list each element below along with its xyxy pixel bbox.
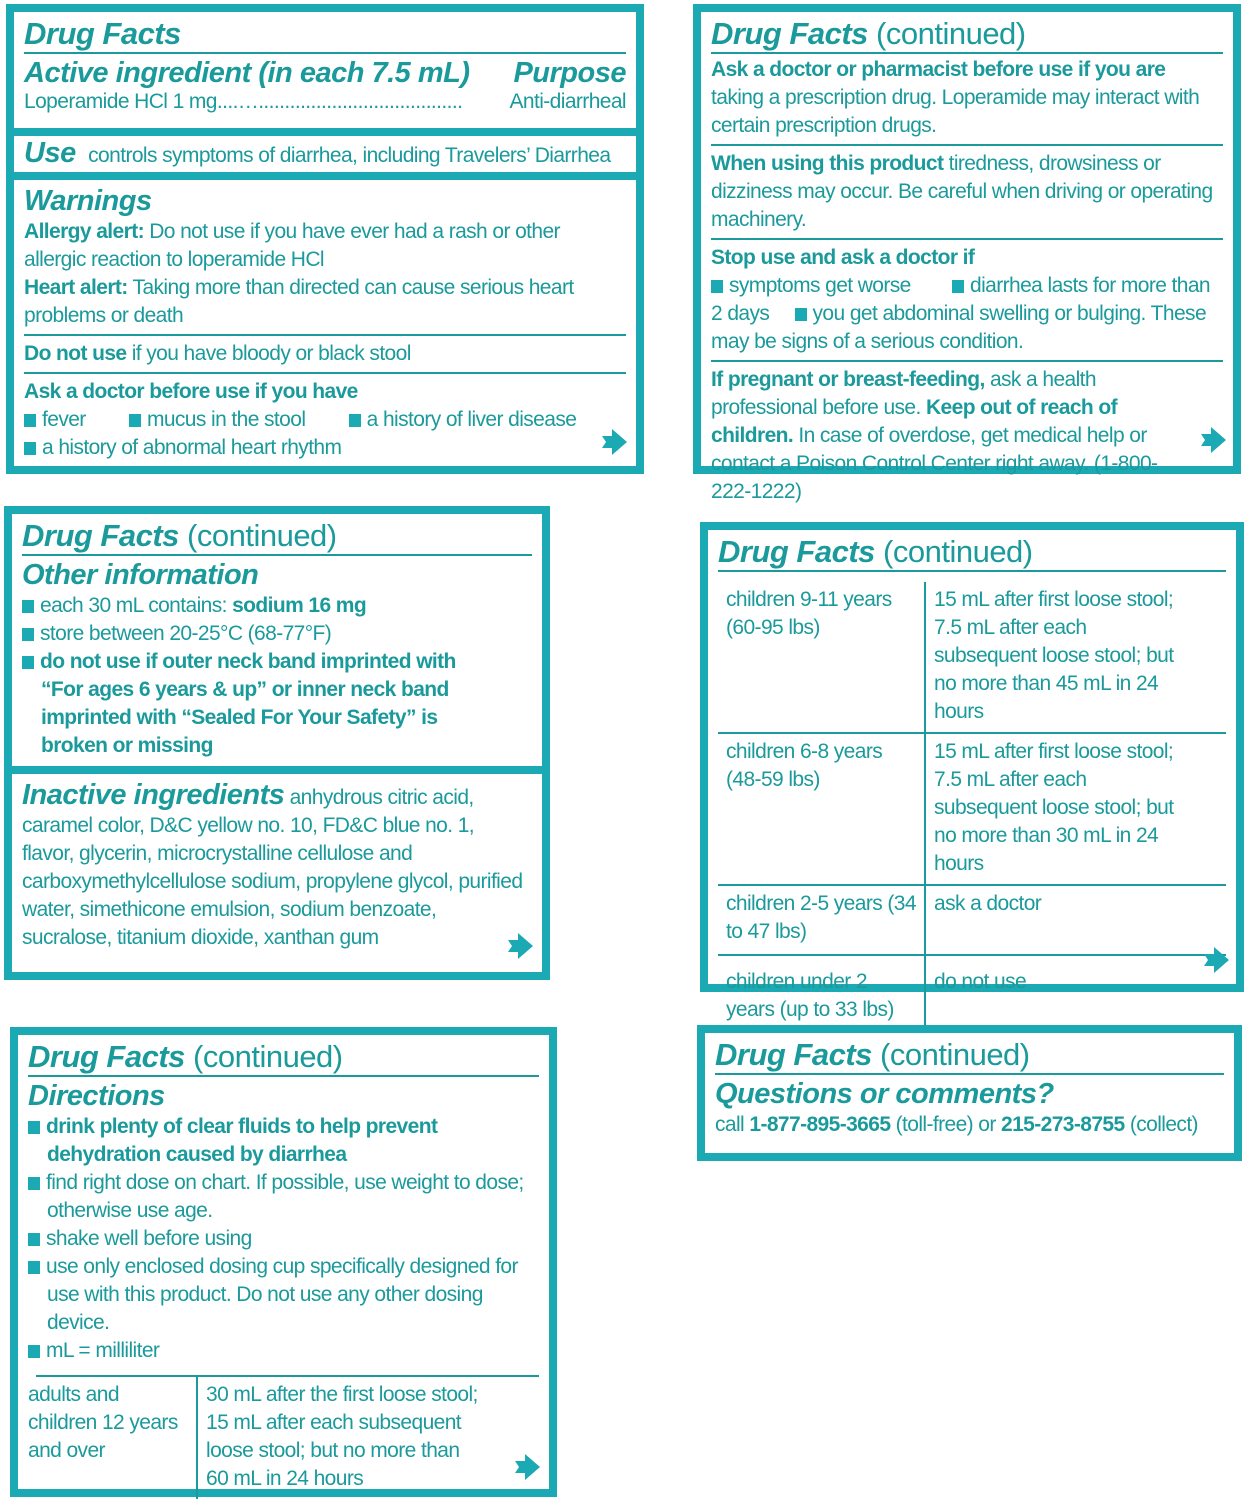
dosing-table: [718, 582, 1226, 1030]
title-rule: [715, 1073, 1224, 1075]
list-item: shake well before using: [28, 1225, 539, 1253]
leader-dots: ....….......................................: [216, 90, 463, 113]
continued-label: (continued): [867, 16, 1026, 51]
list-item: store between 20-25°C (68-77°F): [22, 620, 532, 648]
age-group-cell: adults and children 12 years and over: [28, 1377, 197, 1499]
age-group-cell: children under 2 years (up to 33 lbs): [718, 955, 925, 1030]
list-item: a history of liver disease: [349, 408, 577, 431]
allergy-alert-text: Do not use if you have ever had a rash or other allergic reaction to loperamide HCl: [24, 220, 560, 271]
inactive-ingredients-section: [12, 774, 542, 972]
continued-label: (continued): [871, 1037, 1030, 1072]
active-ingredient-section: [14, 12, 636, 128]
ask-doctor-list: [24, 406, 626, 462]
drug-facts-panel-2: [693, 4, 1241, 503]
when-using-label: When using this product: [711, 152, 944, 175]
list-item: diarrhea lasts for more than 2 days: [711, 274, 1211, 325]
when-using-text: tiredness, drowsiness or dizziness may occur. Be careful when driving or operating machinery.: [711, 152, 1213, 231]
right-arrow-icon: [506, 932, 534, 960]
purpose-header: Purpose: [513, 57, 626, 89]
age-group-cell: children 6-8 years (48-59 lbs): [718, 733, 925, 885]
dose-cell: 30 mL after the first loose stool; 15 mL after each subsequent loose stool; but no more than 60 mL in 24 hours: [206, 1383, 478, 1490]
continued-label: (continued): [874, 534, 1033, 569]
warnings-header: Warnings: [24, 185, 152, 217]
toll-free-phone[interactable]: 1-877-895-3665: [749, 1113, 891, 1136]
directions-section: [18, 1035, 549, 1489]
bullet-icon: [28, 1261, 40, 1274]
active-ingredient-header: Active ingredient (in each 7.5 mL): [24, 57, 470, 89]
pregnant-text: ask a health professional before use.: [711, 368, 1096, 419]
collect-phone[interactable]: 215-273-8755: [1001, 1113, 1125, 1136]
right-arrow-icon: [513, 1453, 541, 1481]
list-item: find right dose on chart. If possible, use weight to dose; otherwise use age.: [28, 1169, 539, 1225]
call-prefix: call: [715, 1113, 750, 1136]
drug-facts-title: Drug Facts: [22, 518, 179, 553]
bullet-icon: [28, 1121, 40, 1134]
bullet-icon: [349, 414, 361, 427]
right-arrow-icon: [600, 428, 628, 456]
bullet-icon: [711, 280, 723, 293]
directions-header: Directions: [28, 1080, 165, 1112]
dose-cell: 15 mL after first loose stool; 7.5 mL after each subsequent loose stool; but no more than 30 mL in 24 hours: [925, 733, 1226, 885]
bullet-icon: [24, 442, 36, 455]
right-arrow-icon: [1199, 426, 1227, 454]
bullet-icon: [22, 628, 34, 641]
title-rule: [24, 52, 626, 54]
questions-header: Questions or comments?: [715, 1078, 1054, 1110]
right-arrow-icon: [1202, 946, 1230, 974]
adult-dosing-table: [28, 1377, 539, 1499]
divider: [711, 360, 1223, 362]
bullet-icon: [952, 280, 964, 293]
drug-facts-panel-1: [6, 4, 644, 474]
collect-note: (collect): [1124, 1113, 1198, 1136]
bullet-icon: [22, 656, 34, 669]
ingredient-purpose: Anti-diarrheal: [509, 90, 626, 113]
dose-cell: 15 mL after first loose stool; 7.5 mL after each subsequent loose stool; but no more than 45 mL in 24 hours: [934, 588, 1174, 723]
drug-facts-title: Drug Facts: [715, 1037, 872, 1072]
stop-use-note: These may be signs of a serious condition.: [711, 302, 1207, 353]
dose-cell: do not use: [925, 955, 1226, 1030]
heart-alert-label: Heart alert:: [24, 276, 128, 299]
title-rule: [28, 1075, 539, 1077]
continued-warnings-section: [701, 12, 1233, 503]
use-text: controls symptoms of diarrhea, including Travelers’ Diarrhea: [88, 144, 611, 167]
drug-facts-title: Drug Facts: [718, 534, 875, 569]
warnings-section: [14, 180, 636, 466]
drug-facts-panel-5: [10, 1027, 557, 1497]
bullet-icon: [795, 308, 807, 321]
list-item: do not use if outer neck band imprinted with “For ages 6 years & up” or inner neck band imprinted with “Sealed For Your Safety” is broken or missing: [22, 648, 532, 760]
bullet-icon: [28, 1233, 40, 1246]
ingredient-name: Loperamide HCl 1 mg: [24, 90, 217, 113]
age-group-cell: children 9-11 years (60-95 lbs): [718, 582, 925, 733]
do-not-use-text: if you have bloody or black stool: [126, 342, 411, 365]
dose-cell: ask a doctor: [925, 885, 1226, 955]
list-item: a history of abnormal heart rhythm: [24, 436, 341, 459]
drug-facts-title: Drug Facts: [711, 16, 868, 51]
drug-facts-title: Drug Facts: [28, 1039, 185, 1074]
stop-use-list: [711, 272, 1223, 356]
list-item: drink plenty of clear fluids to help prevent dehydration caused by diarrhea: [28, 1113, 539, 1169]
allergy-alert-label: Allergy alert:: [24, 220, 144, 243]
drug-facts-panel-6: [697, 1025, 1242, 1161]
use-section: [14, 136, 636, 172]
use-header: Use: [24, 137, 76, 169]
bullet-icon: [28, 1345, 40, 1358]
bullet-icon: [129, 414, 141, 427]
title-rule: [711, 52, 1223, 54]
dosing-chart-section: [708, 530, 1236, 1021]
divider: [711, 238, 1223, 240]
pharmacist-label: Ask a doctor or pharmacist before use if you are: [711, 58, 1166, 81]
do-not-use-label: Do not use: [24, 342, 127, 365]
overdose-text: In case of overdose, get medical help or contact a Poison Control Center right away. (1-800-222-1222): [711, 424, 1158, 503]
toll-free-note: (toll-free) or: [890, 1113, 1002, 1136]
drug-facts-panel-4: [700, 522, 1244, 1021]
bullet-icon: [22, 600, 34, 613]
table-row: [718, 582, 1226, 733]
age-group-cell: children 2-5 years (34 to 47 lbs): [718, 885, 925, 955]
stop-use-header: Stop use and ask a doctor if: [711, 246, 975, 269]
drug-facts-panel-3: [4, 506, 550, 980]
table-row: [718, 733, 1226, 885]
pharmacist-text: taking a prescription drug. Loperamide may interact with certain prescription drugs.: [711, 86, 1200, 137]
list-item: each 30 mL contains: sodium 16 mg: [22, 592, 532, 620]
list-item: fever: [24, 408, 86, 431]
table-row: [28, 1377, 539, 1499]
list-item: you get abdominal swelling or bulging.: [795, 302, 1146, 325]
list-item: mL = milliliter: [28, 1337, 539, 1365]
ask-doctor-header: Ask a doctor before use if you have: [24, 380, 358, 403]
inactive-ingredients-text: anhydrous citric acid, caramel color, D&C yellow no. 10, FD&C blue no. 1, flavor, glycerin, microcrystalline cellulose and carboxymethylcellulose sodium, propylene glycol, purified water, simethicone emulsion, sodium benzoate, sucralose, titanium dioxide, xanthan gum: [22, 786, 523, 949]
title-rule: [718, 570, 1226, 572]
inactive-ingredients-header: Inactive ingredients: [22, 779, 285, 811]
list-item: use only enclosed dosing cup specifically designed for use with this product. Do not use any other dosing device.: [28, 1253, 539, 1337]
list-item: symptoms get worse: [711, 274, 911, 297]
continued-label: (continued): [178, 518, 337, 553]
bullet-icon: [24, 414, 36, 427]
bullet-icon: [28, 1177, 40, 1190]
questions-section: [705, 1033, 1234, 1153]
drug-facts-title: Drug Facts: [24, 16, 181, 51]
pregnant-label: If pregnant or breast-feeding,: [711, 368, 985, 391]
list-item: mucus in the stool: [129, 408, 305, 431]
divider: [24, 372, 626, 374]
table-row: [718, 955, 1226, 1030]
other-information-section: [12, 514, 542, 766]
table-row: [718, 885, 1226, 955]
keep-out-label: Keep out of reach of children.: [711, 396, 1118, 447]
continued-label: (continued): [184, 1039, 343, 1074]
title-rule: [22, 554, 532, 556]
heart-alert-text: Taking more than directed can cause serious heart problems or death: [24, 276, 574, 327]
divider: [24, 334, 626, 336]
other-information-header: Other information: [22, 559, 259, 591]
divider: [711, 144, 1223, 146]
